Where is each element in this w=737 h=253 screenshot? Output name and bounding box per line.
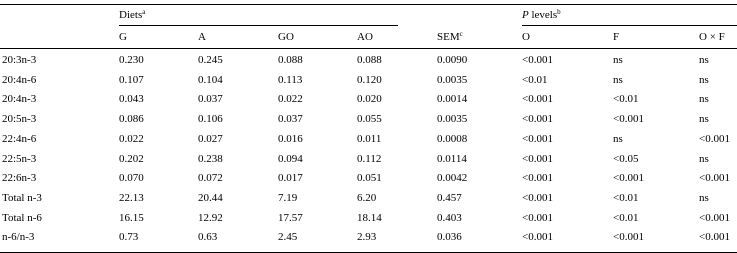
row-label: n-6/n-3 <box>2 231 35 243</box>
table-cell: 0.022 <box>278 93 303 105</box>
table-cell: 20.44 <box>198 192 223 204</box>
table-cell: 0.086 <box>119 113 144 125</box>
table-cell: <0.01 <box>613 212 639 224</box>
table-cell: 22.13 <box>119 192 144 204</box>
table-cell: <0.01 <box>613 192 639 204</box>
row-label: 20:4n-3 <box>2 93 37 105</box>
col-header-g: G <box>119 31 127 43</box>
table-cell: 0.112 <box>357 153 382 165</box>
table-cell: ns <box>699 54 709 66</box>
table-cell: 0.011 <box>357 133 382 145</box>
col-header-go: GO <box>278 31 294 43</box>
table-cell: ns <box>699 153 709 165</box>
table-cell: 0.037 <box>198 93 223 105</box>
table-cell: 0.113 <box>278 74 303 86</box>
table-cell: 0.230 <box>119 54 144 66</box>
sem-footnote-mark: c <box>459 30 463 38</box>
table-cell: <0.01 <box>613 93 639 105</box>
table-cell: ns <box>699 74 709 86</box>
table-cell: ns <box>699 93 709 105</box>
table-cell: <0.001 <box>522 133 553 145</box>
p-label: P <box>522 9 529 21</box>
table-cell: <0.001 <box>613 113 644 125</box>
sem-label: SEM <box>437 31 460 43</box>
table-cell: 0.017 <box>278 172 303 184</box>
row-label: 22:5n-3 <box>2 153 37 165</box>
table-cell: 17.57 <box>278 212 303 224</box>
table-cell: 0.0014 <box>437 93 468 105</box>
table-cell: 0.0042 <box>437 172 468 184</box>
row-label: Total n-6 <box>2 212 42 224</box>
table-cell: 0.094 <box>278 153 303 165</box>
table-cell: <0.001 <box>522 231 553 243</box>
table-cell: 0.0035 <box>437 113 468 125</box>
table-cell: 0.0008 <box>437 133 468 145</box>
table-cell: 7.19 <box>278 192 298 204</box>
table-cell: 0.055 <box>357 113 382 125</box>
table-cell: 0.0035 <box>437 74 468 86</box>
table-cell: <0.001 <box>522 113 553 125</box>
row-label: 20:3n-3 <box>2 54 37 66</box>
table-cell: <0.001 <box>522 54 553 66</box>
p-levels-header <box>522 9 561 22</box>
top-rule <box>0 4 737 5</box>
col-header-oxf: O × F <box>699 31 725 43</box>
table-cell: 0.238 <box>198 153 223 165</box>
table-cell: 0.202 <box>119 153 144 165</box>
table-cell: 0.072 <box>198 172 223 184</box>
table-cell: 0.403 <box>437 212 462 224</box>
table-cell: <0.001 <box>522 172 553 184</box>
table-cell: <0.001 <box>522 192 553 204</box>
table-cell: <0.001 <box>699 133 730 145</box>
diets-header <box>119 9 145 22</box>
table-cell: 18.14 <box>357 212 382 224</box>
table-cell: 16.15 <box>119 212 144 224</box>
table-cell: 2.93 <box>357 231 377 243</box>
table-cell: 0.63 <box>198 231 218 243</box>
table-cell: 0.107 <box>119 74 144 86</box>
table-cell: ns <box>699 113 709 125</box>
col-header-a: A <box>198 31 206 43</box>
table-cell: 0.245 <box>198 54 223 66</box>
row-label: 22:6n-3 <box>2 172 37 184</box>
table-cell: <0.001 <box>522 212 553 224</box>
table-cell: 0.73 <box>119 231 139 243</box>
table-cell: <0.001 <box>522 153 553 165</box>
table-cell: 0.070 <box>119 172 144 184</box>
table-cell: 0.036 <box>437 231 462 243</box>
table-cell: 0.104 <box>198 74 223 86</box>
table-cell: 0.027 <box>198 133 223 145</box>
table-cell: 0.022 <box>119 133 144 145</box>
table-cell: 12.92 <box>198 212 223 224</box>
col-header-o: O <box>522 31 530 43</box>
col-header-f: F <box>613 31 620 43</box>
table-cell: 0.088 <box>278 54 303 66</box>
table-cell: 0.016 <box>278 133 303 145</box>
table-cell: 0.037 <box>278 113 303 125</box>
table-cell: 0.0114 <box>437 153 467 165</box>
p-levels-underline <box>522 25 737 26</box>
table-cell: 0.120 <box>357 74 382 86</box>
table-cell: 0.457 <box>437 192 462 204</box>
table-cell: ns <box>613 54 623 66</box>
table-cell: 0.088 <box>357 54 382 66</box>
col-header-ao: AO <box>357 31 373 43</box>
diets-underline <box>119 25 398 26</box>
table-cell: 0.0090 <box>437 54 468 66</box>
table-cell: <0.001 <box>699 212 730 224</box>
diets-label: Diets <box>119 9 143 21</box>
row-label: 20:5n-3 <box>2 113 37 125</box>
row-label: 22:4n-6 <box>2 133 37 145</box>
row-label: 20:4n-6 <box>2 74 37 86</box>
diets-footnote-mark: a <box>142 8 146 16</box>
table-cell: ns <box>613 133 623 145</box>
table-cell: 6.20 <box>357 192 377 204</box>
table-cell: <0.01 <box>522 74 548 86</box>
sem-header <box>437 31 463 44</box>
table-cell: <0.001 <box>699 172 730 184</box>
table-cell: <0.001 <box>699 231 730 243</box>
table-cell: <0.001 <box>613 231 644 243</box>
table-cell: ns <box>613 74 623 86</box>
table-cell: ns <box>699 192 709 204</box>
table-cell: 2.45 <box>278 231 298 243</box>
header-rule <box>0 48 737 49</box>
table-cell: 0.051 <box>357 172 382 184</box>
p-levels-label: levels <box>528 9 558 21</box>
table-cell: 0.020 <box>357 93 382 105</box>
table-cell: 0.043 <box>119 93 144 105</box>
table-cell: 0.106 <box>198 113 223 125</box>
table-cell: <0.05 <box>613 153 639 165</box>
table-cell: <0.001 <box>613 172 644 184</box>
p-levels-footnote-mark: b <box>557 8 561 16</box>
row-label: Total n-3 <box>2 192 42 204</box>
table-cell: <0.001 <box>522 93 553 105</box>
